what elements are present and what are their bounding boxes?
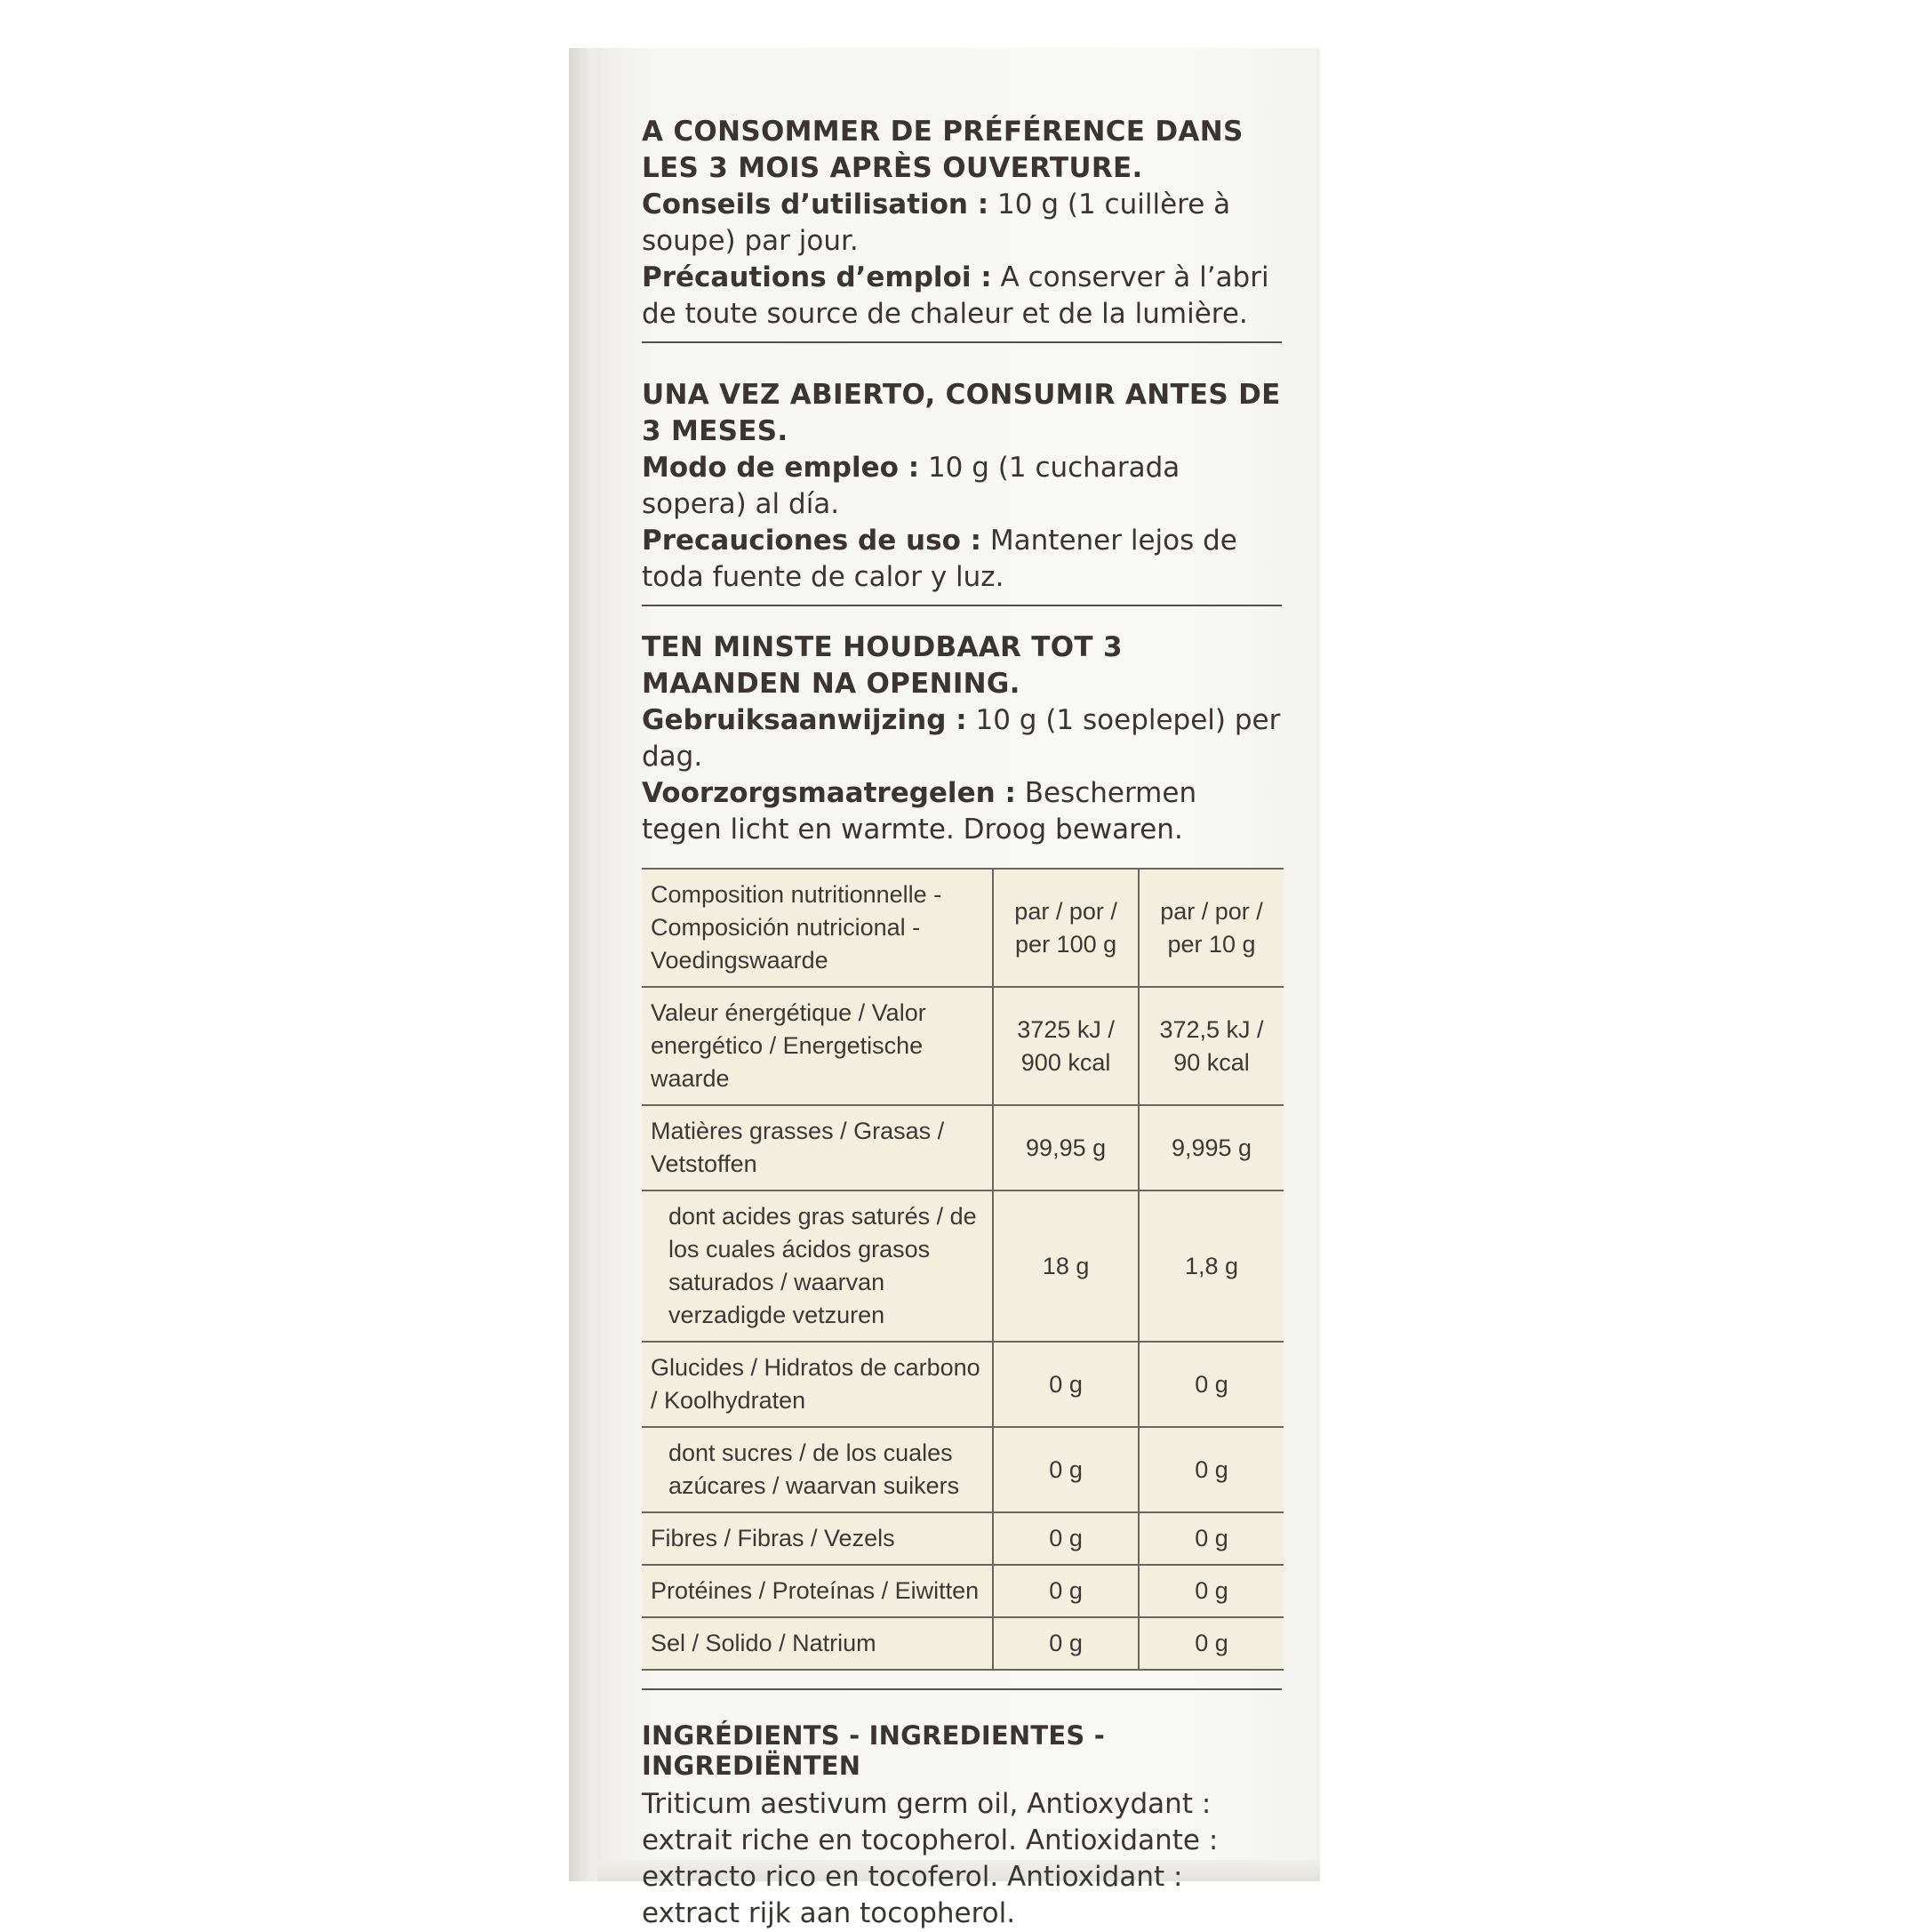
section-french [642, 114, 1282, 343]
nutrient-label: Matières grasses / Grasas / Vetstoffen [642, 1105, 993, 1190]
fr-precaution [642, 260, 1282, 333]
nutrition-row [642, 1512, 1284, 1565]
nutrition-row [642, 987, 1284, 1105]
nl-header: TEN MINSTE HOUDBAAR TOT 3 MAANDEN NA OPENING. [642, 631, 1123, 700]
nutrition-row [642, 1427, 1284, 1512]
nutrient-per10: 0 g [1139, 1342, 1284, 1427]
nutrition-header-row [642, 869, 1284, 987]
nutrient-per100: 0 g [993, 1512, 1139, 1565]
nutrient-per10: 0 g [1139, 1565, 1284, 1617]
nutrition-header-label: Composition nutritionnelle - Composición nutricional - Voedingswaarde [642, 869, 993, 987]
fr-precaution-text: A conserver à l’abri de toute source de chaleur et de la lumière. [642, 261, 1269, 330]
nl-precaution [642, 775, 1282, 848]
fr-precaution-label: Précautions d’emploi : [642, 261, 992, 293]
nutrient-per100: 99,95 g [993, 1105, 1139, 1190]
nutrient-per10: 0 g [1139, 1617, 1284, 1670]
es-usage-label: Modo de empleo : [642, 452, 920, 484]
nutrition-header-per10: par / por / per 10 g [1139, 869, 1284, 987]
divider [642, 1688, 1282, 1690]
nutrient-label: dont acides gras saturés / de los cuales ácidos grasos saturados / waarvan verzadigde vetzuren [642, 1190, 993, 1342]
fr-usage-text: 10 g (1 cuillère à soupe) par jour. [642, 188, 1231, 257]
nutrient-per10: 1,8 g [1139, 1190, 1284, 1342]
fr-header: A CONSOMMER DE PRÉFÉRENCE DANS LES 3 MOIS APRÈS OUVERTURE. [642, 116, 1244, 184]
divider [642, 341, 1282, 343]
nutrient-label: Valeur énergétique / Valor energético / Energetische waarde [642, 987, 993, 1105]
nutrition-row [642, 1190, 1284, 1342]
nutrition-row [642, 1105, 1284, 1190]
nutrient-per10: 9,995 g [1139, 1105, 1284, 1190]
divider [642, 605, 1282, 606]
nutrient-per10: 372,5 kJ / 90 kcal [1139, 987, 1284, 1105]
nutrition-row [642, 1342, 1284, 1427]
nutrition-row [642, 1565, 1284, 1617]
nl-precaution-text: Beschermen tegen licht en warmte. Droog bewaren. [642, 777, 1197, 846]
nutrient-per100: 0 g [993, 1617, 1139, 1670]
nutrient-per10: 0 g [1139, 1427, 1284, 1512]
es-precaution-label: Precauciones de uso : [642, 525, 982, 557]
ingredients-title: INGRÉDIENTS - INGREDIENTES - INGREDIËNTEN [642, 1720, 1106, 1781]
section-spanish [642, 377, 1282, 606]
nutrient-label: Protéines / Proteínas / Eiwitten [642, 1565, 993, 1617]
label-content [642, 114, 1282, 1932]
nutrition-table [642, 868, 1284, 1671]
nutrient-per100: 0 g [993, 1342, 1139, 1427]
nutrient-per100: 0 g [993, 1427, 1139, 1512]
section-dutch [642, 629, 1282, 848]
ingredients-text: Triticum aestivum germ oil, Antioxydant : extrait riche en tocopherol. Antioxidante : extracto rico en tocoferol. Antioxidant : extract rijk aan tocopherol. [642, 1788, 1219, 1929]
nutrient-per100: 18 g [993, 1190, 1139, 1342]
es-precaution [642, 523, 1282, 596]
fr-usage-label: Conseils d’utilisation : [642, 188, 989, 220]
nl-usage [642, 702, 1282, 775]
nutrient-per100: 0 g [993, 1565, 1139, 1617]
nutrition-row [642, 1617, 1284, 1670]
nutrient-label: Fibres / Fibras / Vezels [642, 1512, 993, 1565]
nutrition-header-per100: par / por / per 100 g [993, 869, 1139, 987]
es-usage-text: 10 g (1 cucharada sopera) al día. [642, 452, 1180, 520]
nutrient-per100: 3725 kJ / 900 kcal [993, 987, 1139, 1105]
nutrient-per10: 0 g [1139, 1512, 1284, 1565]
es-precaution-text: Mantener lejos de toda fuente de calor y luz. [642, 525, 1237, 593]
nl-precaution-label: Voorzorgsmaatregelen : [642, 777, 1016, 809]
nl-usage-label: Gebruiksaanwijzing : [642, 704, 967, 736]
nutrient-label: dont sucres / de los cuales azúcares / waarvan suikers [642, 1427, 993, 1512]
es-usage [642, 450, 1282, 523]
nutrient-label: Glucides / Hidratos de carbono / Koolhydraten [642, 1342, 993, 1427]
fr-usage [642, 187, 1282, 260]
nutrient-label: Sel / Solido / Natrium [642, 1617, 993, 1670]
nl-usage-text: 10 g (1 soeplepel) per dag. [642, 704, 1281, 773]
es-header: UNA VEZ ABIERTO, CONSUMIR ANTES DE 3 MESES. [642, 379, 1281, 447]
